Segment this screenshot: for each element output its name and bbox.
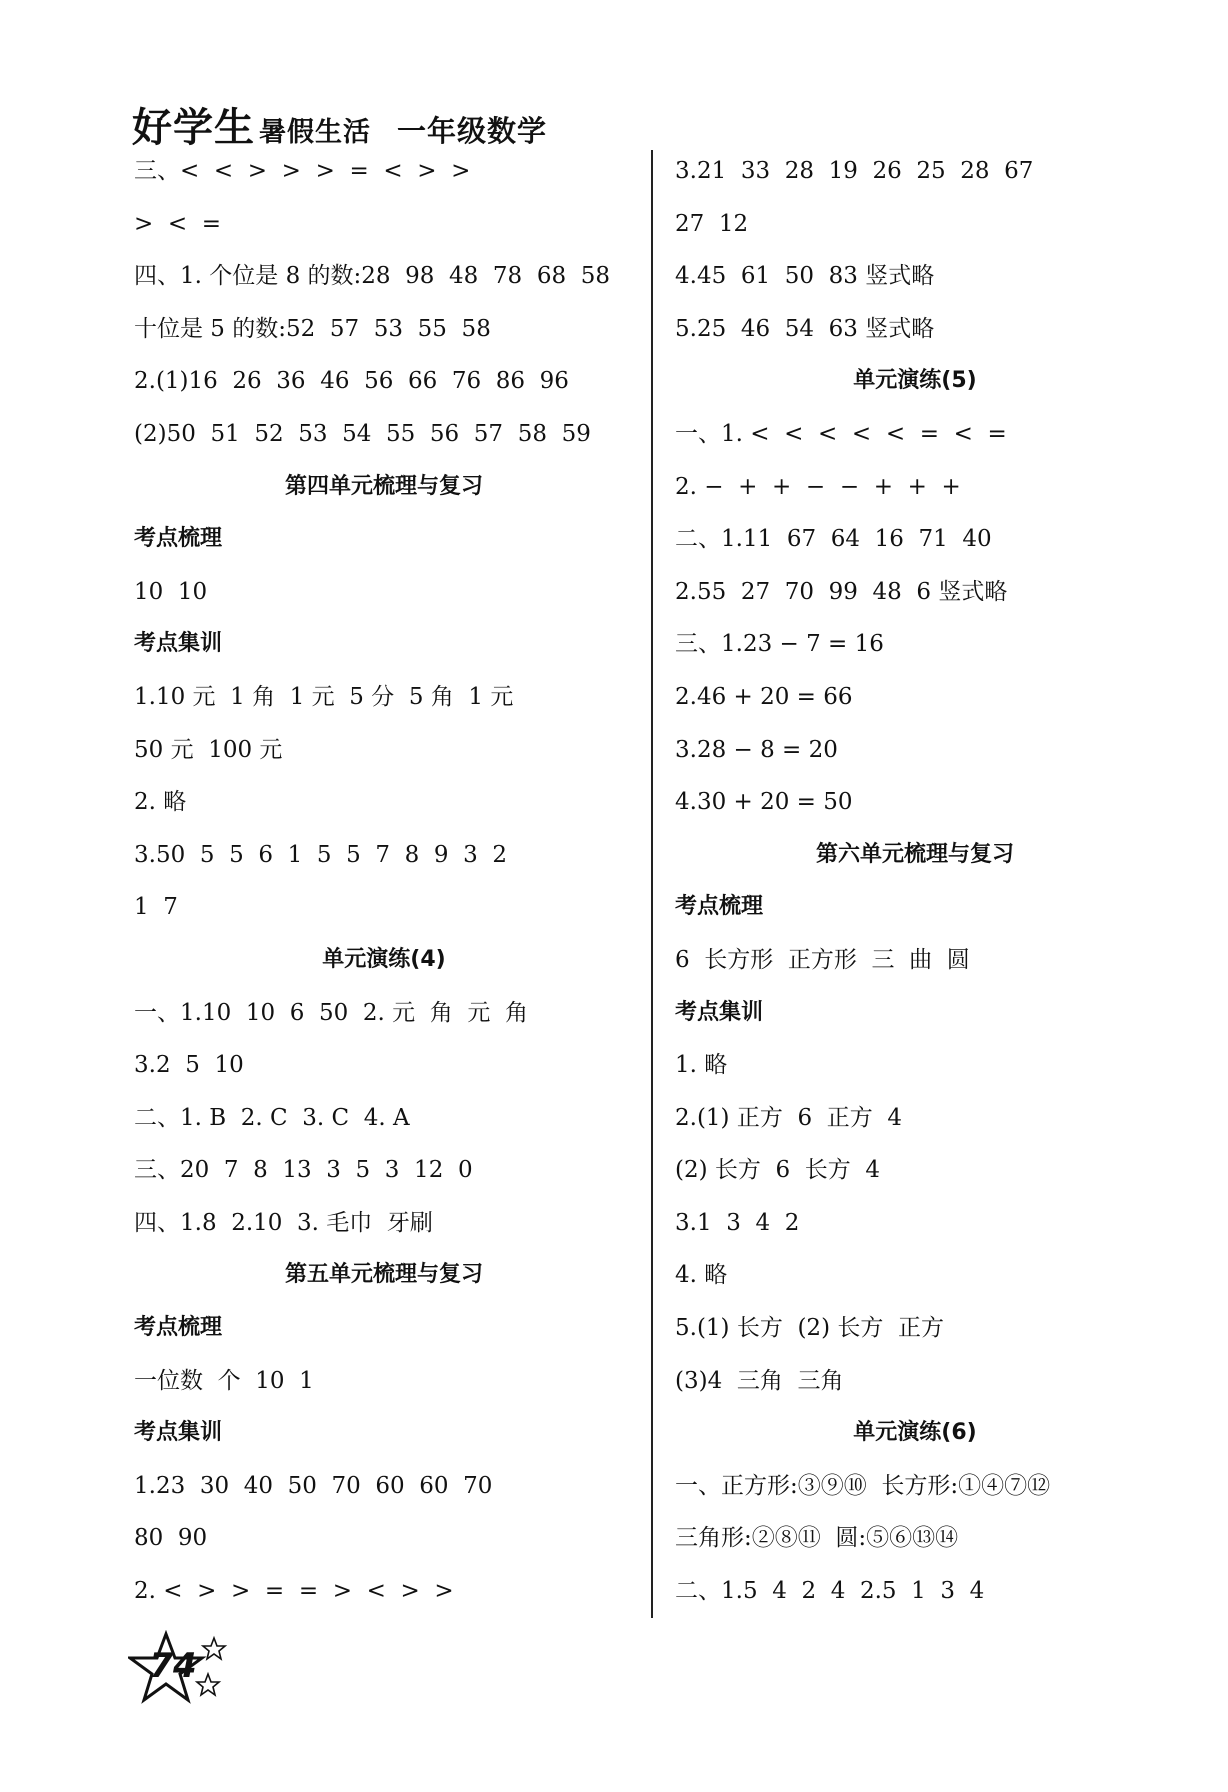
answer-line: 一、1. < < < < < = < =	[675, 420, 1007, 447]
answer-line: 一、1.10 10 6 50 2. 元 角 元 角	[134, 999, 528, 1026]
answer-line: 3.28 − 8 = 20	[675, 736, 838, 763]
answer-line: (2)50 51 52 53 54 55 56 57 58 59	[134, 420, 591, 447]
answer-line: 1.10 元 1 角 1 元 5 分 5 角 1 元	[134, 683, 514, 710]
answer-line: 5.(1) 长方 (2) 长方 正方	[675, 1315, 944, 1342]
section-heading: 第四单元梳理与复习	[284, 473, 483, 499]
answer-line: 一位数 个 10 1	[134, 1367, 314, 1394]
answer-line: 3.2 5 10	[134, 1052, 244, 1079]
answer-line: 27 12	[675, 210, 749, 237]
answer-line: 10 10	[134, 578, 208, 605]
answer-line: 2. < > > = = > < > >	[134, 1578, 454, 1605]
answer-line: 4. 略	[675, 1262, 728, 1289]
answer-line: (3)4 三角 三角	[675, 1367, 844, 1394]
subsection-label: 考点梳理	[675, 894, 764, 920]
subsection-label: 考点集训	[134, 631, 223, 657]
answer-line: 二、1.11 67 64 16 71 40	[675, 526, 992, 553]
answer-line: 十位是 5 的数:52 57 53 55 58	[134, 315, 491, 342]
subsection-label: 考点梳理	[134, 526, 223, 552]
column-divider	[651, 150, 653, 1618]
answer-line: 1. 略	[675, 1052, 728, 1079]
section-heading: 单元演练(5)	[853, 368, 977, 394]
answer-line: 2.(1)16 26 36 46 56 66 76 86 96	[134, 368, 569, 395]
answer-line: 三、1.23 − 7 = 16	[675, 631, 884, 658]
left-answer-column	[134, 145, 634, 1618]
section-heading: 第五单元梳理与复习	[284, 1262, 483, 1288]
answer-line: 四、1.8 2.10 3. 毛巾 牙刷	[134, 1209, 433, 1236]
subsection-label: 考点梳理	[134, 1315, 223, 1341]
answer-line: 2. − + + − − + + +	[675, 473, 961, 500]
answer-line: 2.46 + 20 = 66	[675, 683, 853, 710]
answer-line: 1.23 30 40 50 70 60 60 70	[134, 1472, 493, 1499]
grade-subject: 一年级数学	[397, 114, 548, 148]
right-answer-column	[675, 145, 1155, 1618]
answer-line: 3.1 3 4 2	[675, 1209, 800, 1236]
answer-line: (2) 长方 6 长方 4	[675, 1157, 881, 1184]
answer-line: 一、正方形:③⑨⑩ 长方形:①④⑦⑫	[675, 1472, 1051, 1499]
page-number: 74	[149, 1646, 197, 1686]
answer-line: 三角形:②⑧⑪ 圆:⑤⑥⑬⑭	[675, 1525, 959, 1552]
section-heading: 单元演练(6)	[853, 1420, 977, 1446]
answer-line: 2. 略	[134, 789, 187, 816]
answer-line: 1 7	[134, 894, 178, 921]
answer-line: 3.50 5 5 6 1 5 5 7 8 9 3 2	[134, 841, 508, 868]
answer-line: 2.55 27 70 99 48 6 竖式略	[675, 578, 1008, 605]
answer-line: 4.45 61 50 83 竖式略	[675, 263, 935, 290]
book-subtitle: 暑假生活	[259, 117, 371, 148]
answer-line: 2.(1) 正方 6 正方 4	[675, 1104, 902, 1131]
answer-line: 3.21 33 28 19 26 25 28 67	[675, 158, 1034, 184]
answer-line: 50 元 100 元	[134, 736, 283, 763]
brand-title: 好学生	[132, 105, 255, 151]
answer-line: 四、1. 个位是 8 的数:28 98 48 78 68 58	[134, 263, 610, 290]
answer-line: 6 长方形 正方形 三 曲 圆	[675, 946, 970, 973]
section-heading: 单元演练(4)	[322, 946, 446, 972]
answer-line: 二、1. B 2. C 3. C 4. A	[134, 1104, 410, 1131]
answer-line: 80 90	[134, 1525, 208, 1552]
answer-line: > < =	[134, 210, 222, 237]
answer-line: 三、< < > > > = < > >	[134, 158, 471, 184]
answer-line: 二、1.5 4 2 4 2.5 1 3 4	[675, 1578, 985, 1605]
answer-line: 5.25 46 54 63 竖式略	[675, 315, 935, 342]
subsection-label: 考点集训	[134, 1420, 223, 1446]
section-heading: 第六单元梳理与复习	[815, 841, 1014, 867]
subsection-label: 考点集训	[675, 999, 764, 1025]
answer-line: 4.30 + 20 = 50	[675, 789, 853, 816]
answer-line: 三、20 7 8 13 3 5 3 12 0	[134, 1157, 473, 1184]
